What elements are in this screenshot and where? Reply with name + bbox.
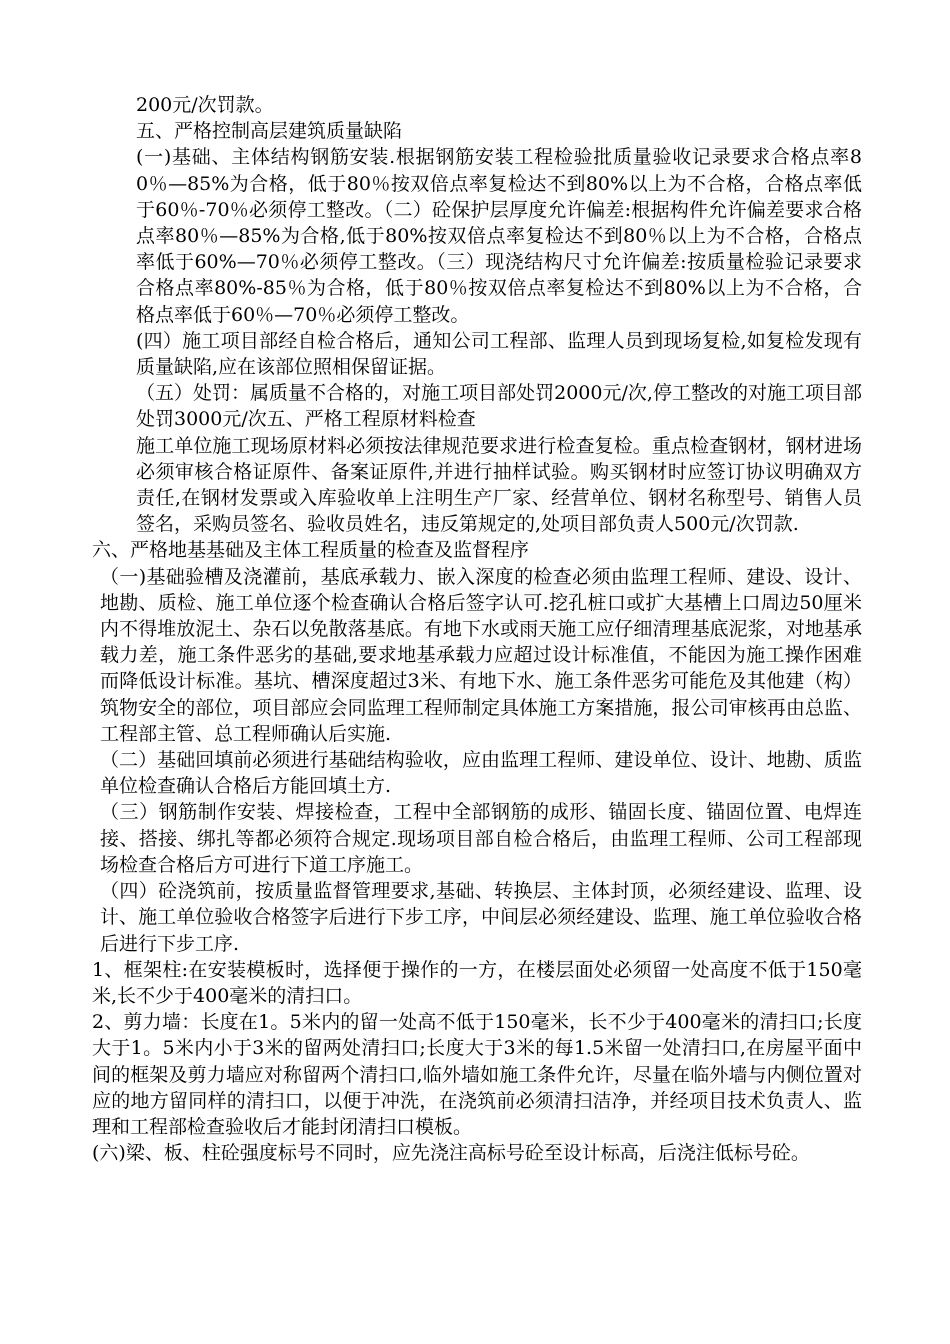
- paragraph-rebar-inspection: （三）钢筋制作安装、焊接检查，工程中全部钢筋的成形、锚固长度、锚固位置、电焊连接、搭接、绑扎等都必须符合规定.现场项目部自检合格后，由监理工程师、公司工程部现场检查合格后方可进行下道工序施工。: [100, 801, 862, 876]
- paragraph-self-inspection: (四）施工项目部经自检合格后，通知公司工程部、监理人员到现场复检,如复检发现有质量缺陷,应在该部位照相保留证据。: [136, 329, 862, 379]
- paragraph-raw-material-check: 施工单位施工现场原材料必须按法律规范要求进行检查复检。重点检查钢材，钢材进场必须审核合格证原件、备案证原件,并进行抽样试验。购买钢材时应签订协议明确双方责任,在钢材发票或入库验收单上注明生产厂家、经营单位、钢材名称型号、销售人员签名，采购员签名、验收员姓名，违反第规定的,处项目部负责人500元/次罚款.: [136, 434, 862, 536]
- paragraph-frame-column: 1、框架柱:在安装模板时，选择便于操作的一方，在楼层面处必须留一处高度不低于150毫米,长不少于400毫米的清扫口。: [92, 958, 862, 1007]
- paragraph-tolerance-requirements: (一)基础、主体结构钢筋安装.根据钢筋安装工程检验批质量验收记录要求合格点率80％—85%为合格，低于80％按双倍点率复检达不到80%以上为不合格，合格点率低于60％-70％必须停工整改。（二）砼保护层厚度允许偏差:根据构件允许偏差要求合格点率80％—85%为合格,低于80%按双倍点率复检达不到80％以上为不合格，合格点率低于60%—70％必须停工整改。（三）现浇结构尺寸允许偏差:按质量检验记录要求合格点率80%-85％为合格，低于80％按双倍点率复检达不到80%以上为不合格，合格点率低于60％—70％必须停工整改。: [136, 146, 862, 326]
- paragraph-backfill: （二）基础回填前必须进行基础结构验收，应由监理工程师、建设单位、设计、地勘、质监单位检查确认合格后方能回填土方.: [100, 749, 862, 798]
- section-heading-6: 六、严格地基基础及主体工程质量的检查及监督程序: [92, 539, 530, 562]
- paragraph-concrete-pouring: （四）砼浇筑前，按质量监督管理要求,基础、转换层、主体封顶，必须经建设、监理、设计、施工单位验收合格签字后进行下步工序，中间层必须经建设、监理、施工单位验收合格后进行下步工序.: [100, 880, 862, 955]
- paragraph-foundation-trench: （一)基础验槽及浇灌前，基底承载力、嵌入深度的检查必须由监理工程师、建设、设计、地勘、质检、施工单位逐个检查确认合格后签字认可.挖孔桩口或扩大基槽上口周边50厘米内不得堆放泥土、杂石以免散落基底。有地下水或雨天施工应仔细清理基底泥浆，对地基承载力差，施工条件恶劣的基础,要求地基承载力应超过设计标准值，不能因为施工操作困难而降低设计标准。基坑、槽深度超过3米、有地下水、施工条件恶劣可能危及其他建（构）筑物安全的部位，项目部应会同监理工程师制定具体施工方案措施，报公司审核再由总监、工程部主管、总工程师确认后实施.: [100, 565, 862, 745]
- paragraph-concrete-grade: (六)梁、板、柱砼强度标号不同时，应先浇注高标号砼至设计标高，后浇注低标号砼。: [92, 1142, 810, 1165]
- paragraph-shear-wall: 2、剪力墙：长度在1。5米内的留一处高不低于150毫米，长不少于400毫米的清扫口;长度大于1。5米内小于3米的留两处清扫口;长度大于3米的每1.5米留一处清扫口,在房屋平面中间的框架及剪力墙应对称留两个清扫口,临外墙如施工条件允许，尽量在临外墙与内侧位置对应的地方留同样的清扫口，以便于冲洗，在浇筑前必须清扫洁净，并经项目技术负责人、监理和工程部检查验收后才能封闭清扫口模板。: [92, 1011, 862, 1138]
- document-body: [92, 92, 862, 1166]
- section-heading-5: 五、严格控制高层建筑质量缺陷: [136, 120, 403, 143]
- paragraph-fine-continuation: 200元/次罚款。: [136, 94, 274, 116]
- paragraph-penalty: （五）处罚：属质量不合格的，对施工项目部处罚2000元/次,停工整改的对施工项目部处罚3000元/次五、严格工程原材料检查: [136, 382, 862, 431]
